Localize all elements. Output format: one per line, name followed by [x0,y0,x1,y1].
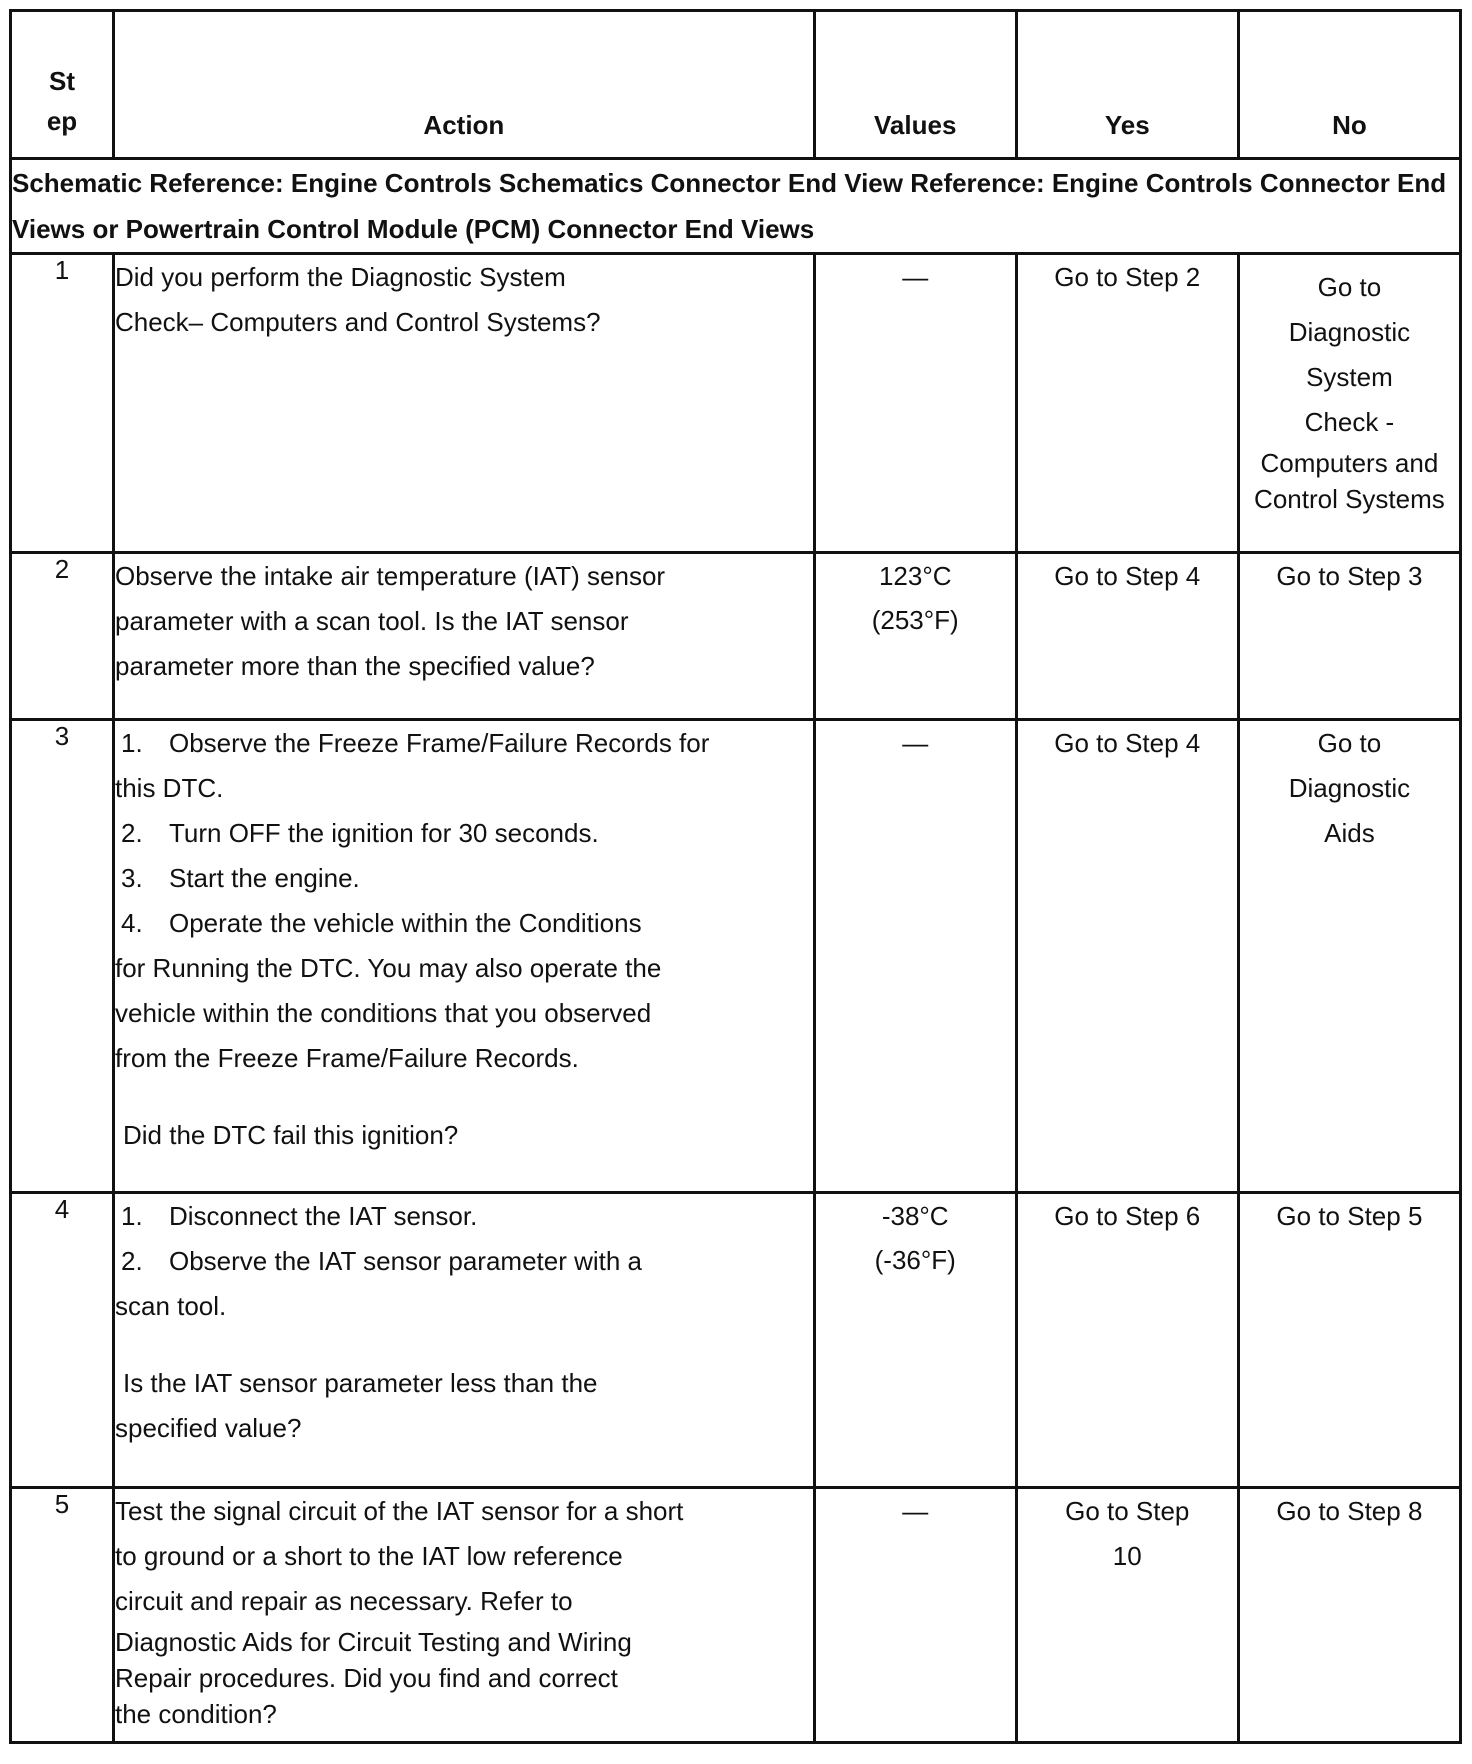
no-cell: Go to Step 3 [1238,553,1460,720]
action-cell [113,720,814,1193]
list-item: 1. Observe the Freeze Frame/Failure Records for [120,728,710,758]
table-row [11,720,1461,1193]
list-item: 2. Observe the IAT sensor parameter with a [120,1246,643,1276]
yes-cell: Go to Step 6 [1016,1193,1238,1488]
no-line: Computers and [1260,448,1439,478]
no-line: Diagnostic [1288,773,1411,803]
yes-cell: Go to Step 4 [1016,720,1238,1193]
no-line: Aids [1324,818,1375,848]
question: Did the DTC fail this ignition? [122,1120,459,1150]
header-row [11,11,1461,159]
step-number: 3 [11,720,114,1193]
action-line: to ground or a short to the IAT low reference [114,1541,623,1571]
list-item: 4. Operate the vehicle within the Conditions [120,908,642,938]
list-item-cont: for Running the DTC. You may also operate the [114,953,662,983]
value-fahrenheit: (-36°F) [874,1245,956,1275]
schematic-reference: Schematic Reference: Engine Controls Schematics Connector End View Reference: Engine Controls Connector End Views or Powertrain Control Module (PCM) Connector End Views [11,159,1461,254]
question: Is the IAT sensor parameter less than the [122,1368,598,1398]
yes-line: 10 [1112,1541,1142,1571]
yes-cell: Go to Step 4 [1016,553,1238,720]
action-line: parameter more than the specified value? [114,651,595,681]
step-number: 1 [11,254,114,553]
action-line: parameter with a scan tool. Is the IAT sensor [114,606,629,636]
table-row [11,254,1461,553]
values-cell: — [814,254,1016,553]
reference-row [11,159,1461,254]
no-line: Control Systems [1254,484,1445,514]
header-yes: Yes [1016,11,1238,159]
no-line: Go to [1317,728,1382,758]
action-cell [113,254,814,553]
action-line: Did you perform the Diagnostic System [114,262,566,292]
step-number: 2 [11,553,114,720]
action-line: Test the signal circuit of the IAT sensor for a short [114,1496,684,1526]
no-line: Check - [1304,407,1395,437]
table-row [11,1193,1461,1488]
header-step: St ep [11,11,114,159]
action-cell [113,1488,814,1743]
diagnostic-table-container [9,9,1462,1744]
action-line: the condition? [114,1699,277,1729]
list-item-cont: vehicle within the conditions that you observed [114,998,652,1028]
no-cell [1238,720,1460,1193]
question-cont: specified value? [114,1413,302,1443]
action-cell [113,553,814,720]
values-cell: — [814,1488,1016,1743]
values-cell: — [814,720,1016,1193]
action-line: Check– Computers and Control Systems? [114,307,601,337]
action-line: circuit and repair as necessary. Refer to [114,1586,573,1616]
value-celsius: 123°C [878,561,952,591]
values-cell [814,553,1016,720]
action-cell [113,1193,814,1488]
step-number: 5 [11,1488,114,1743]
list-item-cont: from the Freeze Frame/Failure Records. [114,1043,579,1073]
no-line: System [1306,362,1393,392]
list-item: 1. Disconnect the IAT sensor. [120,1201,478,1231]
yes-cell: Go to Step 2 [1016,254,1238,553]
list-item: 2. Turn OFF the ignition for 30 seconds. [120,818,599,848]
action-line: Diagnostic Aids for Circuit Testing and Wiring [114,1627,632,1657]
header-values: Values [814,11,1016,159]
header-no: No [1238,11,1460,159]
table-row [11,553,1461,720]
table-row [11,1488,1461,1743]
no-cell: Go to Step 8 [1238,1488,1460,1743]
value-celsius: -38°C [881,1201,949,1231]
diagnostic-table [9,9,1462,1744]
no-line: Go to [1317,272,1382,302]
list-item: 3. Start the engine. [120,863,360,893]
list-item-cont: scan tool. [114,1291,227,1321]
yes-cell [1016,1488,1238,1743]
step-number: 4 [11,1193,114,1488]
no-cell [1238,254,1460,553]
action-line: Repair procedures. Did you find and correct [114,1663,618,1693]
value-fahrenheit: (253°F) [871,605,959,635]
no-line: Diagnostic [1288,317,1411,347]
values-cell [814,1193,1016,1488]
action-line: Observe the intake air temperature (IAT) sensor [114,561,666,591]
list-item-cont: this DTC. [114,773,224,803]
header-action: Action [113,11,814,159]
no-cell: Go to Step 5 [1238,1193,1460,1488]
yes-line: Go to Step [1065,1496,1190,1526]
